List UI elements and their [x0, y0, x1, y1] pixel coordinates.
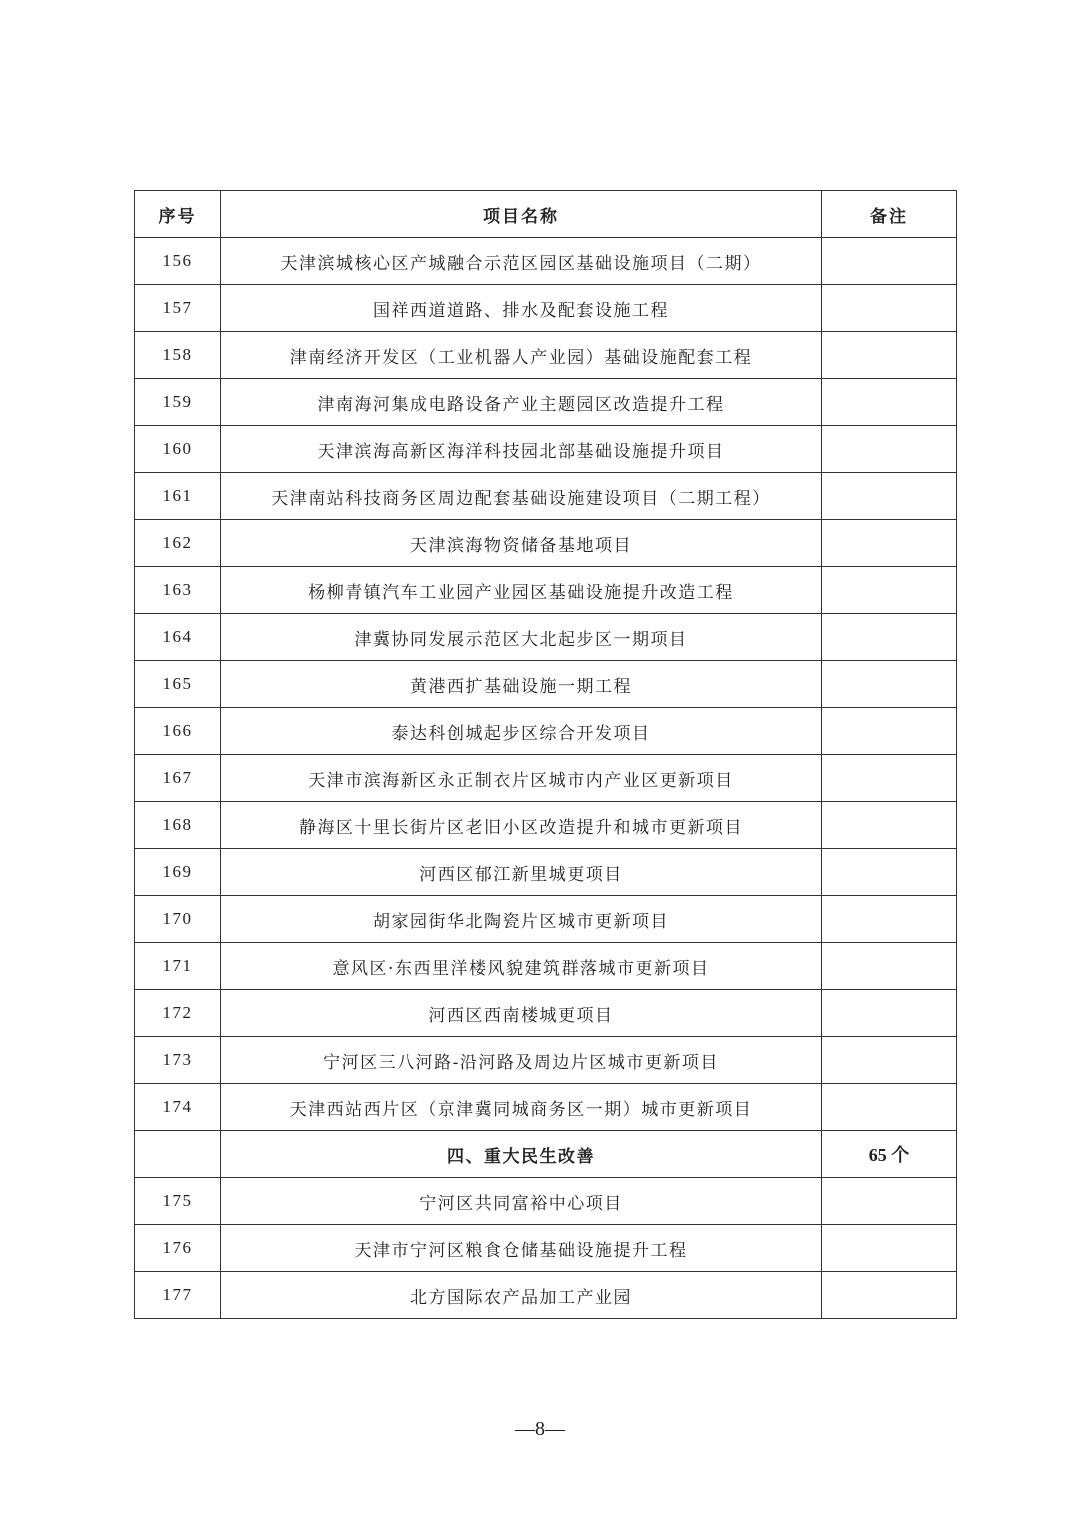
row-note [822, 755, 957, 802]
row-project-name: 天津滨海物资储备基地项目 [221, 520, 822, 567]
section-count: 65 个 [822, 1131, 957, 1178]
row-project-name: 国祥西道道路、排水及配套设施工程 [221, 285, 822, 332]
table-row [135, 567, 957, 614]
page-number: —8— [515, 1418, 565, 1440]
row-project-name: 泰达科创城起步区综合开发项目 [221, 708, 822, 755]
header-no: 序号 [135, 191, 221, 238]
row-number: 170 [135, 896, 221, 943]
row-note [822, 1272, 957, 1319]
table-row [135, 1084, 957, 1131]
table-body-section [135, 1131, 957, 1178]
row-number: 163 [135, 567, 221, 614]
table-row [135, 755, 957, 802]
table-row [135, 802, 957, 849]
table-row [135, 520, 957, 567]
table-row [135, 238, 957, 285]
row-note [822, 614, 957, 661]
table-row [135, 849, 957, 896]
row-number: 167 [135, 755, 221, 802]
row-project-name: 意风区·东西里洋楼风貌建筑群落城市更新项目 [221, 943, 822, 990]
table-row [135, 708, 957, 755]
row-number: 161 [135, 473, 221, 520]
row-project-name: 黄港西扩基础设施一期工程 [221, 661, 822, 708]
row-note [822, 332, 957, 379]
row-project-name: 静海区十里长街片区老旧小区改造提升和城市更新项目 [221, 802, 822, 849]
row-number: 166 [135, 708, 221, 755]
row-note [822, 943, 957, 990]
row-project-name: 宁河区三八河路-沿河路及周边片区城市更新项目 [221, 1037, 822, 1084]
row-project-name: 北方国际农产品加工产业园 [221, 1272, 822, 1319]
row-number: 176 [135, 1225, 221, 1272]
table-row [135, 332, 957, 379]
row-project-name: 津南海河集成电路设备产业主题园区改造提升工程 [221, 379, 822, 426]
table-body-projects [135, 238, 957, 1131]
row-note [822, 520, 957, 567]
row-project-name: 天津南站科技商务区周边配套基础设施建设项目（二期工程） [221, 473, 822, 520]
row-project-name: 天津市滨海新区永正制衣片区城市内产业区更新项目 [221, 755, 822, 802]
row-number: 172 [135, 990, 221, 1037]
section-row [135, 1131, 957, 1178]
row-note [822, 661, 957, 708]
table-row [135, 614, 957, 661]
row-note [822, 896, 957, 943]
table-row [135, 990, 957, 1037]
row-note [822, 567, 957, 614]
row-note [822, 426, 957, 473]
row-number: 159 [135, 379, 221, 426]
row-project-name: 天津西站西片区（京津冀同城商务区一期）城市更新项目 [221, 1084, 822, 1131]
table-row [135, 426, 957, 473]
header-name: 项目名称 [221, 191, 822, 238]
table-header-row [135, 191, 957, 238]
table-row [135, 379, 957, 426]
row-note [822, 473, 957, 520]
table-row [135, 473, 957, 520]
row-note [822, 238, 957, 285]
table-row [135, 1178, 957, 1225]
row-note [822, 1037, 957, 1084]
row-project-name: 天津滨海高新区海洋科技园北部基础设施提升项目 [221, 426, 822, 473]
row-number: 156 [135, 238, 221, 285]
row-number: 164 [135, 614, 221, 661]
row-project-name: 河西区郁江新里城更项目 [221, 849, 822, 896]
row-note [822, 1084, 957, 1131]
row-number: 168 [135, 802, 221, 849]
row-number: 162 [135, 520, 221, 567]
row-number: 160 [135, 426, 221, 473]
row-number: 175 [135, 1178, 221, 1225]
header-note: 备注 [822, 191, 957, 238]
row-number: 173 [135, 1037, 221, 1084]
table-row [135, 661, 957, 708]
table-row [135, 1225, 957, 1272]
row-project-name: 天津滨城核心区产城融合示范区园区基础设施项目（二期） [221, 238, 822, 285]
table-row [135, 1272, 957, 1319]
row-note [822, 802, 957, 849]
row-number: 174 [135, 1084, 221, 1131]
row-note [822, 1225, 957, 1272]
row-number: 157 [135, 285, 221, 332]
row-note [822, 379, 957, 426]
row-project-name: 津南经济开发区（工业机器人产业园）基础设施配套工程 [221, 332, 822, 379]
row-note [822, 708, 957, 755]
row-project-name: 天津市宁河区粮食仓储基础设施提升工程 [221, 1225, 822, 1272]
row-number: 158 [135, 332, 221, 379]
row-note [822, 849, 957, 896]
row-number: 169 [135, 849, 221, 896]
project-table [134, 190, 957, 1319]
row-project-name: 河西区西南楼城更项目 [221, 990, 822, 1037]
table-row [135, 1037, 957, 1084]
row-note [822, 990, 957, 1037]
row-number: 171 [135, 943, 221, 990]
table-row [135, 285, 957, 332]
row-number: 165 [135, 661, 221, 708]
table-row [135, 943, 957, 990]
row-note [822, 1178, 957, 1225]
row-note [822, 285, 957, 332]
section-no [135, 1131, 221, 1178]
row-project-name: 杨柳青镇汽车工业园产业园区基础设施提升改造工程 [221, 567, 822, 614]
table-body-livelihood [135, 1178, 957, 1319]
row-project-name: 宁河区共同富裕中心项目 [221, 1178, 822, 1225]
row-project-name: 胡家园街华北陶瓷片区城市更新项目 [221, 896, 822, 943]
row-number: 177 [135, 1272, 221, 1319]
section-title: 四、重大民生改善 [221, 1131, 822, 1178]
row-project-name: 津冀协同发展示范区大北起步区一期项目 [221, 614, 822, 661]
table-row [135, 896, 957, 943]
